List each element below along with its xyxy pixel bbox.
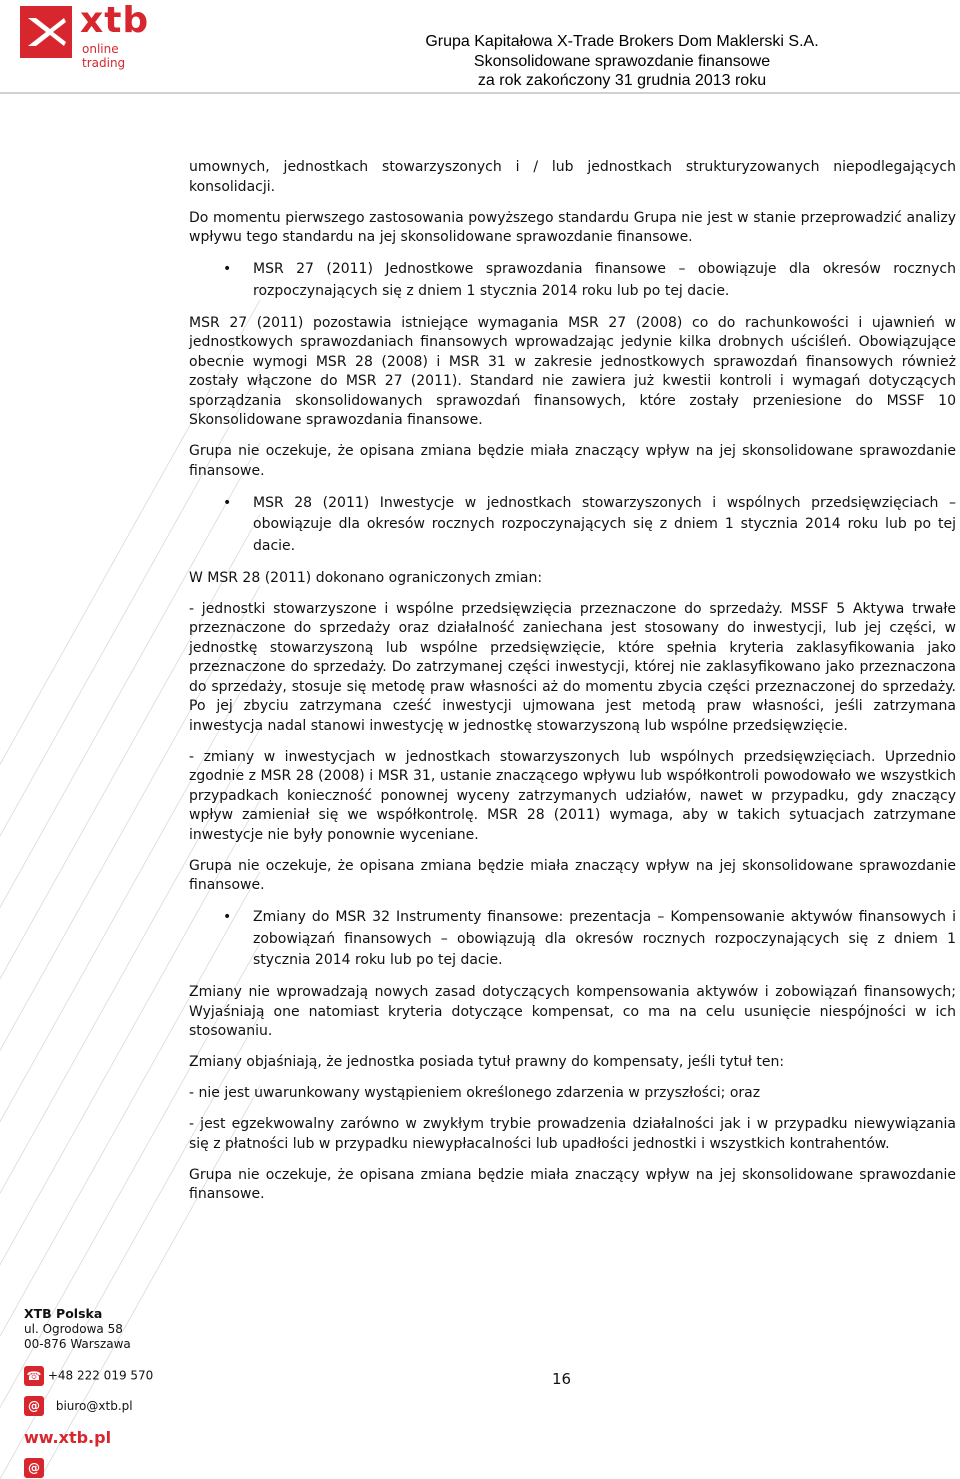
bullet-text: Zmiany do MSR 32 Instrumenty finansowe: prezentacja – Kompensowanie aktywów finansowych i zobowiązań finansowych – obowiązują dla okresów rocznych rozpoczynających się z dniem 1 stycznia 2014 roku lub po tej dacie. xyxy=(253,909,956,968)
email-icon: @ xyxy=(24,1396,44,1416)
paragraph: - nie jest uwarunkowany wystąpieniem określonego zdarzenia w przyszłości; oraz xyxy=(189,1085,761,1101)
bullet-icon: • xyxy=(223,261,232,277)
footer-street: ul. Ogrodowa 58 xyxy=(24,1321,123,1336)
bullet-item xyxy=(189,259,956,302)
xtb-logo xyxy=(20,0,160,70)
footer-web-icon-row xyxy=(24,1458,44,1478)
header-divider xyxy=(0,92,960,94)
paragraph: Grupa nie oczekuje, że opisana zmiana będzie miała znaczący wpływ na jej skonsolidowane sprawozdanie finansowe. xyxy=(189,857,956,893)
bullet-text: MSR 28 (2011) Inwestycje w jednostkach stowarzyszonych i wspólnych przedsięwzięciach – obowiązuje dla okresów rocznych rozpoczynających się z dniem 1 stycznia 2014 roku lub po tej dacie. xyxy=(253,494,956,554)
paragraph: MSR 27 (2011) pozostawia istniejące wymagania MSR 27 (2008) co do rachunkowości i ujawnień w jednostkowych sprawozdaniach finansowych wprowadzając jedynie kilka drobnych uściśleń. Obowiązujące obecnie wymogi MSR 28 (2008) i MSR 31 w zakresie jednostkowych sprawozdań finansowych również zostały włączone do MSR 27 (2011). Standard nie zawiera już kwestii kontroli i wymagań dotyczących sporządzania skonsolidowanych sprawozdań finansowych, które zostały przeniesione do MSSF 10 Skonsolidowane sprawozdania finansowe. xyxy=(189,314,956,428)
web-icon: @ xyxy=(24,1458,44,1478)
footer-website[interactable]: ww.xtb.pl xyxy=(24,1428,112,1447)
footer-phone-row xyxy=(24,1366,153,1386)
footer-phone: +48 222 019 570 xyxy=(47,1368,154,1383)
paragraph: Zmiany nie wprowadzają nowych zasad dotyczących kompensowania aktywów i zobowiązań finansowych; Wyjaśniają one natomiast kryteria dotyczące kompensat, co ma na celu usunięcie niespójności w ich stosowaniu. xyxy=(189,984,956,1039)
footer-email-row xyxy=(24,1396,133,1416)
header-period: za rok zakończony 31 grudnia 2013 roku xyxy=(477,72,767,89)
footer-company: XTB Polska xyxy=(24,1306,103,1321)
page-number: 16 xyxy=(552,1370,572,1388)
bullet-item xyxy=(189,907,956,972)
bullet-item xyxy=(189,493,956,558)
document-body xyxy=(189,158,956,1216)
bullet-icon: • xyxy=(223,494,232,511)
logo-wordmark: xtb xyxy=(80,0,150,41)
document-header xyxy=(300,32,944,91)
paragraph: Grupa nie oczekuje, że opisana zmiana będzie miała znaczący wpływ na jej skonsolidowane sprawozdanie finansowe. xyxy=(189,443,956,479)
footer-web-row xyxy=(24,1428,111,1447)
paragraph: - jednostki stowarzyszone i wspólne przedsięwzięcia przeznaczone do sprzedaży. MSSF 5 Aktywa trwałe przeznaczone do sprzedaży oraz działalność zaniechana jest stosowany do inwestycji, lub jej części, w jednostkę stowarzyszoną lub wspólne przedsięwzięcie, które spełnia kryteria zaklasyfikowania jako przeznaczone do sprzedaży. Do zatrzymanej części inwestycji, której nie zaklasyfikowano jako przeznaczona do sprzedaży, stosuje się metodę praw własności aż do momentu zbycia części przeznaczonej do sprzedaży. Po jej zbyciu zatrzymana cześć inwestycji ujmowana jest metodą praw własności, jeśli zatrzymana inwestycja nadal stanowi inwestycję w jednostkę stowarzyszoną lub wspólne przedsięwzięcie. xyxy=(189,600,956,734)
paragraph: umownych, jednostkach stowarzyszonych i / lub jednostkach strukturyzowanych niepodlegających konsolidacji. xyxy=(189,159,956,195)
logo-mark-icon xyxy=(20,6,72,58)
footer-email[interactable]: biuro@xtb.pl xyxy=(55,1398,133,1413)
paragraph: Do momentu pierwszego zastosowania powyższego standardu Grupa nie jest w stanie przeprowadzić analizy wpływu tego standardu na jej skonsolidowane sprawozdanie finansowe. xyxy=(189,209,956,245)
logo-tagline: online trading xyxy=(82,42,126,70)
footer-address xyxy=(24,1306,131,1353)
bullet-icon: • xyxy=(223,909,232,925)
paragraph: W MSR 28 (2011) dokonano ograniczonych zmian: xyxy=(189,569,543,586)
footer-city: 00-876 Warszawa xyxy=(24,1337,131,1351)
header-company: Grupa Kapitałowa X-Trade Brokers Dom Maklerski S.A. xyxy=(425,33,819,50)
bullet-text: MSR 27 (2011) Jednostkowe sprawozdania finansowe – obowiązuje dla okresów rocznych rozpoczynających się z dniem 1 stycznia 2014 roku lub po tej dacie. xyxy=(253,261,956,299)
paragraph: Grupa nie oczekuje, że opisana zmiana będzie miała znaczący wpływ na jej skonsolidowane sprawozdanie finansowe. xyxy=(189,1166,956,1202)
phone-icon: ☎ xyxy=(24,1366,44,1386)
paragraph: Zmiany objaśniają, że jednostka posiada tytuł prawny do kompensaty, jeśli tytuł ten: xyxy=(189,1054,785,1070)
paragraph: - jest egzekwowalny zarówno w zwykłym trybie prowadzenia działalności jak i w przypadku niewywiązania się z płatności lub w przypadku niewypłacalności lub upadłości jednostki i wszystkich kontrahentów. xyxy=(189,1116,956,1152)
header-report-title: Skonsolidowane sprawozdanie finansowe xyxy=(473,52,771,70)
paragraph: - zmiany w inwestycjach w jednostkach stowarzyszonych lub wspólnych przedsięwzięciach. Uprzednio zgodnie z MSR 28 (2008) i MSR 31, ustanie znaczącego wpływu lub współkontroli powodowało we wszystkich przypadkach konieczność ponownej wyceny zatrzymanych udziałów, nawet w przypadku, gdy znaczący wpływ zamieniał się we współkontrolę. MSR 28 (2011) wymaga, aby w takich sytuacjach zatrzymane inwestycje nie były ponownie wyceniane. xyxy=(189,748,956,843)
